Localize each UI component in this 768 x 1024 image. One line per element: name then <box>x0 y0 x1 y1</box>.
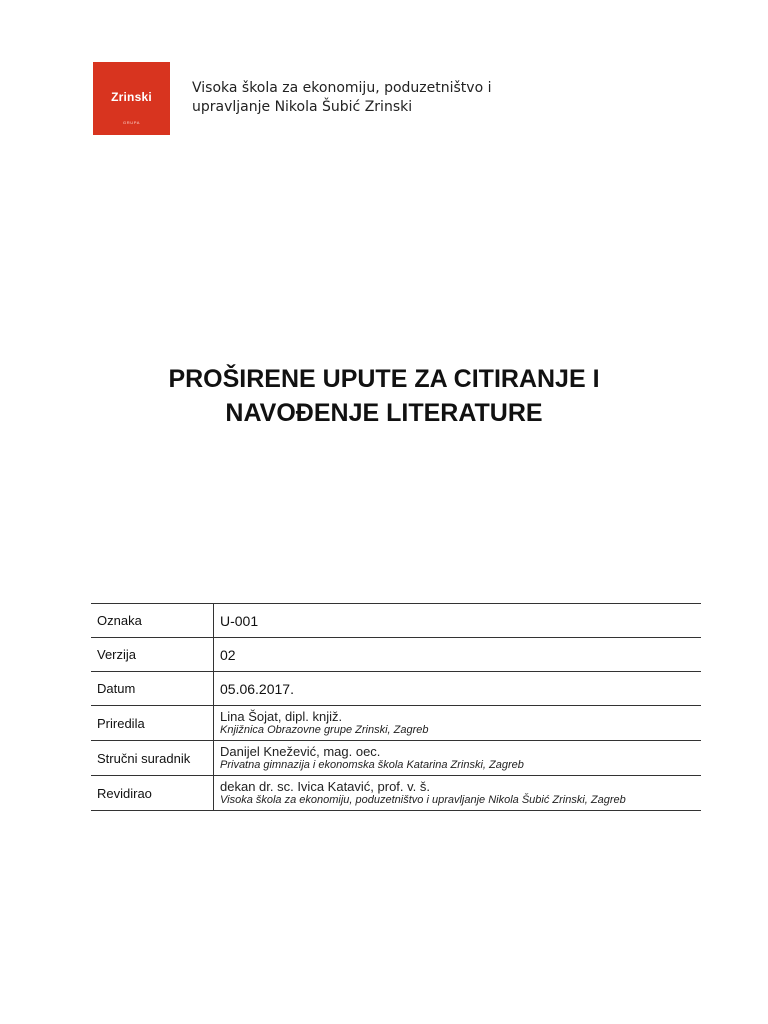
row-value: 02 <box>214 638 702 672</box>
document-metadata-table <box>91 603 701 811</box>
table-row <box>91 604 701 638</box>
row-value-cell <box>214 776 702 811</box>
table-row <box>91 638 701 672</box>
zrinski-logo <box>93 62 170 135</box>
row-affiliation: Visoka škola za ekonomiju, poduzetništvo i upravljanje Nikola Šubić Zrinski, Zagreb <box>220 794 626 806</box>
institution-line-2: upravljanje Nikola Šubić Zrinski <box>192 99 413 115</box>
institution-name <box>192 79 522 117</box>
row-value: Danijel Knežević, mag. oec. <box>220 744 381 759</box>
row-value: dekan dr. sc. Ivica Katavić, prof. v. š. <box>220 779 431 794</box>
row-value: Lina Šojat, dipl. knjiž. <box>220 709 343 724</box>
row-label: Datum <box>91 672 214 706</box>
row-affiliation: Privatna gimnazija i ekonomska škola Katarina Zrinski, Zagreb <box>220 759 524 771</box>
title-line-2: NAVOĐENJE LITERATURE <box>225 399 543 427</box>
row-value: 05.06.2017. <box>214 672 702 706</box>
row-label: Oznaka <box>91 604 214 638</box>
row-value-cell <box>214 706 702 741</box>
row-label: Stručni suradnik <box>91 741 214 776</box>
table-row <box>91 776 701 811</box>
row-label: Revidirao <box>91 776 214 811</box>
row-label: Priredila <box>91 706 214 741</box>
logo-brand-text: Zrinski <box>111 90 152 104</box>
row-label: Verzija <box>91 638 214 672</box>
row-value-cell <box>214 741 702 776</box>
institution-line-1: Visoka škola za ekonomiju, poduzetništvo i <box>192 80 492 96</box>
document-title <box>0 362 768 430</box>
title-line-1: PROŠIRENE UPUTE ZA CITIRANJE I <box>168 365 600 393</box>
logo-sub-text: GRUPA <box>123 120 140 125</box>
table-row <box>91 672 701 706</box>
table-row <box>91 706 701 741</box>
row-affiliation: Knjižnica Obrazovne grupe Zrinski, Zagreb <box>220 724 429 736</box>
table-row <box>91 741 701 776</box>
row-value: U-001 <box>214 604 702 638</box>
